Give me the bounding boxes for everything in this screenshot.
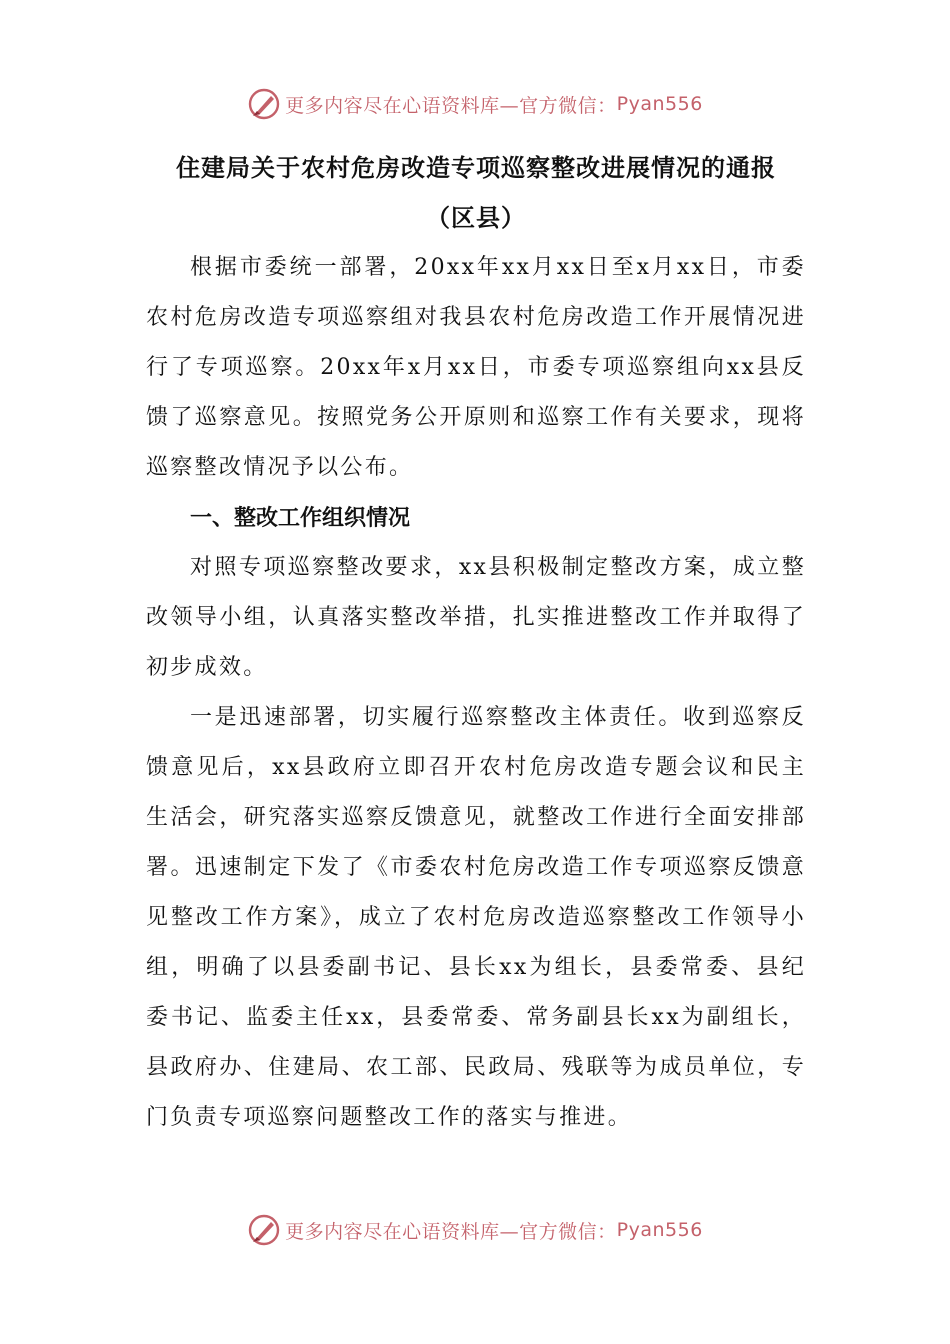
pen-logo-icon [247,87,281,121]
watermark-text: 更多内容尽在心语资料库—官方微信： [285,1220,617,1243]
watermark-banner-bottom [0,1210,950,1250]
document-body [146,143,806,1143]
body-paragraph: 一是迅速部署，切实履行巡察整改主体责任。收到巡察反馈意见后，xx县政府立即召开农村危房改造专题会议和民主生活会，研究落实巡察反馈意见，就整改工作进行全面安排部署。迅速制定下发了《市委农村危房改造工作专项巡察反馈意见整改工作方案》，成立了农村危房改造巡察整改工作领导小组，明确了以县委副书记、县长xx为组长，县委常委、县纪委书记、监委主任xx，县委常委、常务副县长xx为副组长，县政府办、住建局、农工部、民政局、残联等为成员单位，专门负责专项巡察问题整改工作的落实与推进。 [146,705,806,1130]
document-subtitle: （区县） [426,203,526,232]
watermark-banner-top [0,84,950,124]
section-heading: 一、整改工作组织情况 [190,505,411,531]
watermark-text: 更多内容尽在心语资料库—官方微信： [285,94,617,117]
intro-paragraph: 根据市委统一部署，20xx年xx月xx日至x月xx日，市委农村危房改造专项巡察组对我县农村危房改造工作开展情况进行了专项巡察。20xx年x月xx日，市委专项巡察组向xx县反馈了巡察意见。按照党务公开原则和巡察工作有关要求，现将巡察整改情况予以公布。 [146,255,806,480]
pen-logo-icon [247,1213,281,1247]
document-title: 住建局关于农村危房改造专项巡察整改进展情况的通报 [176,153,776,182]
body-paragraph: 对照专项巡察整改要求，xx县积极制定整改方案，成立整改领导小组，认真落实整改举措，扎实推进整改工作并取得了初步成效。 [146,555,806,680]
watermark-wechat-id: Pyan556 [616,93,703,115]
watermark-wechat-id: Pyan556 [616,1219,703,1241]
